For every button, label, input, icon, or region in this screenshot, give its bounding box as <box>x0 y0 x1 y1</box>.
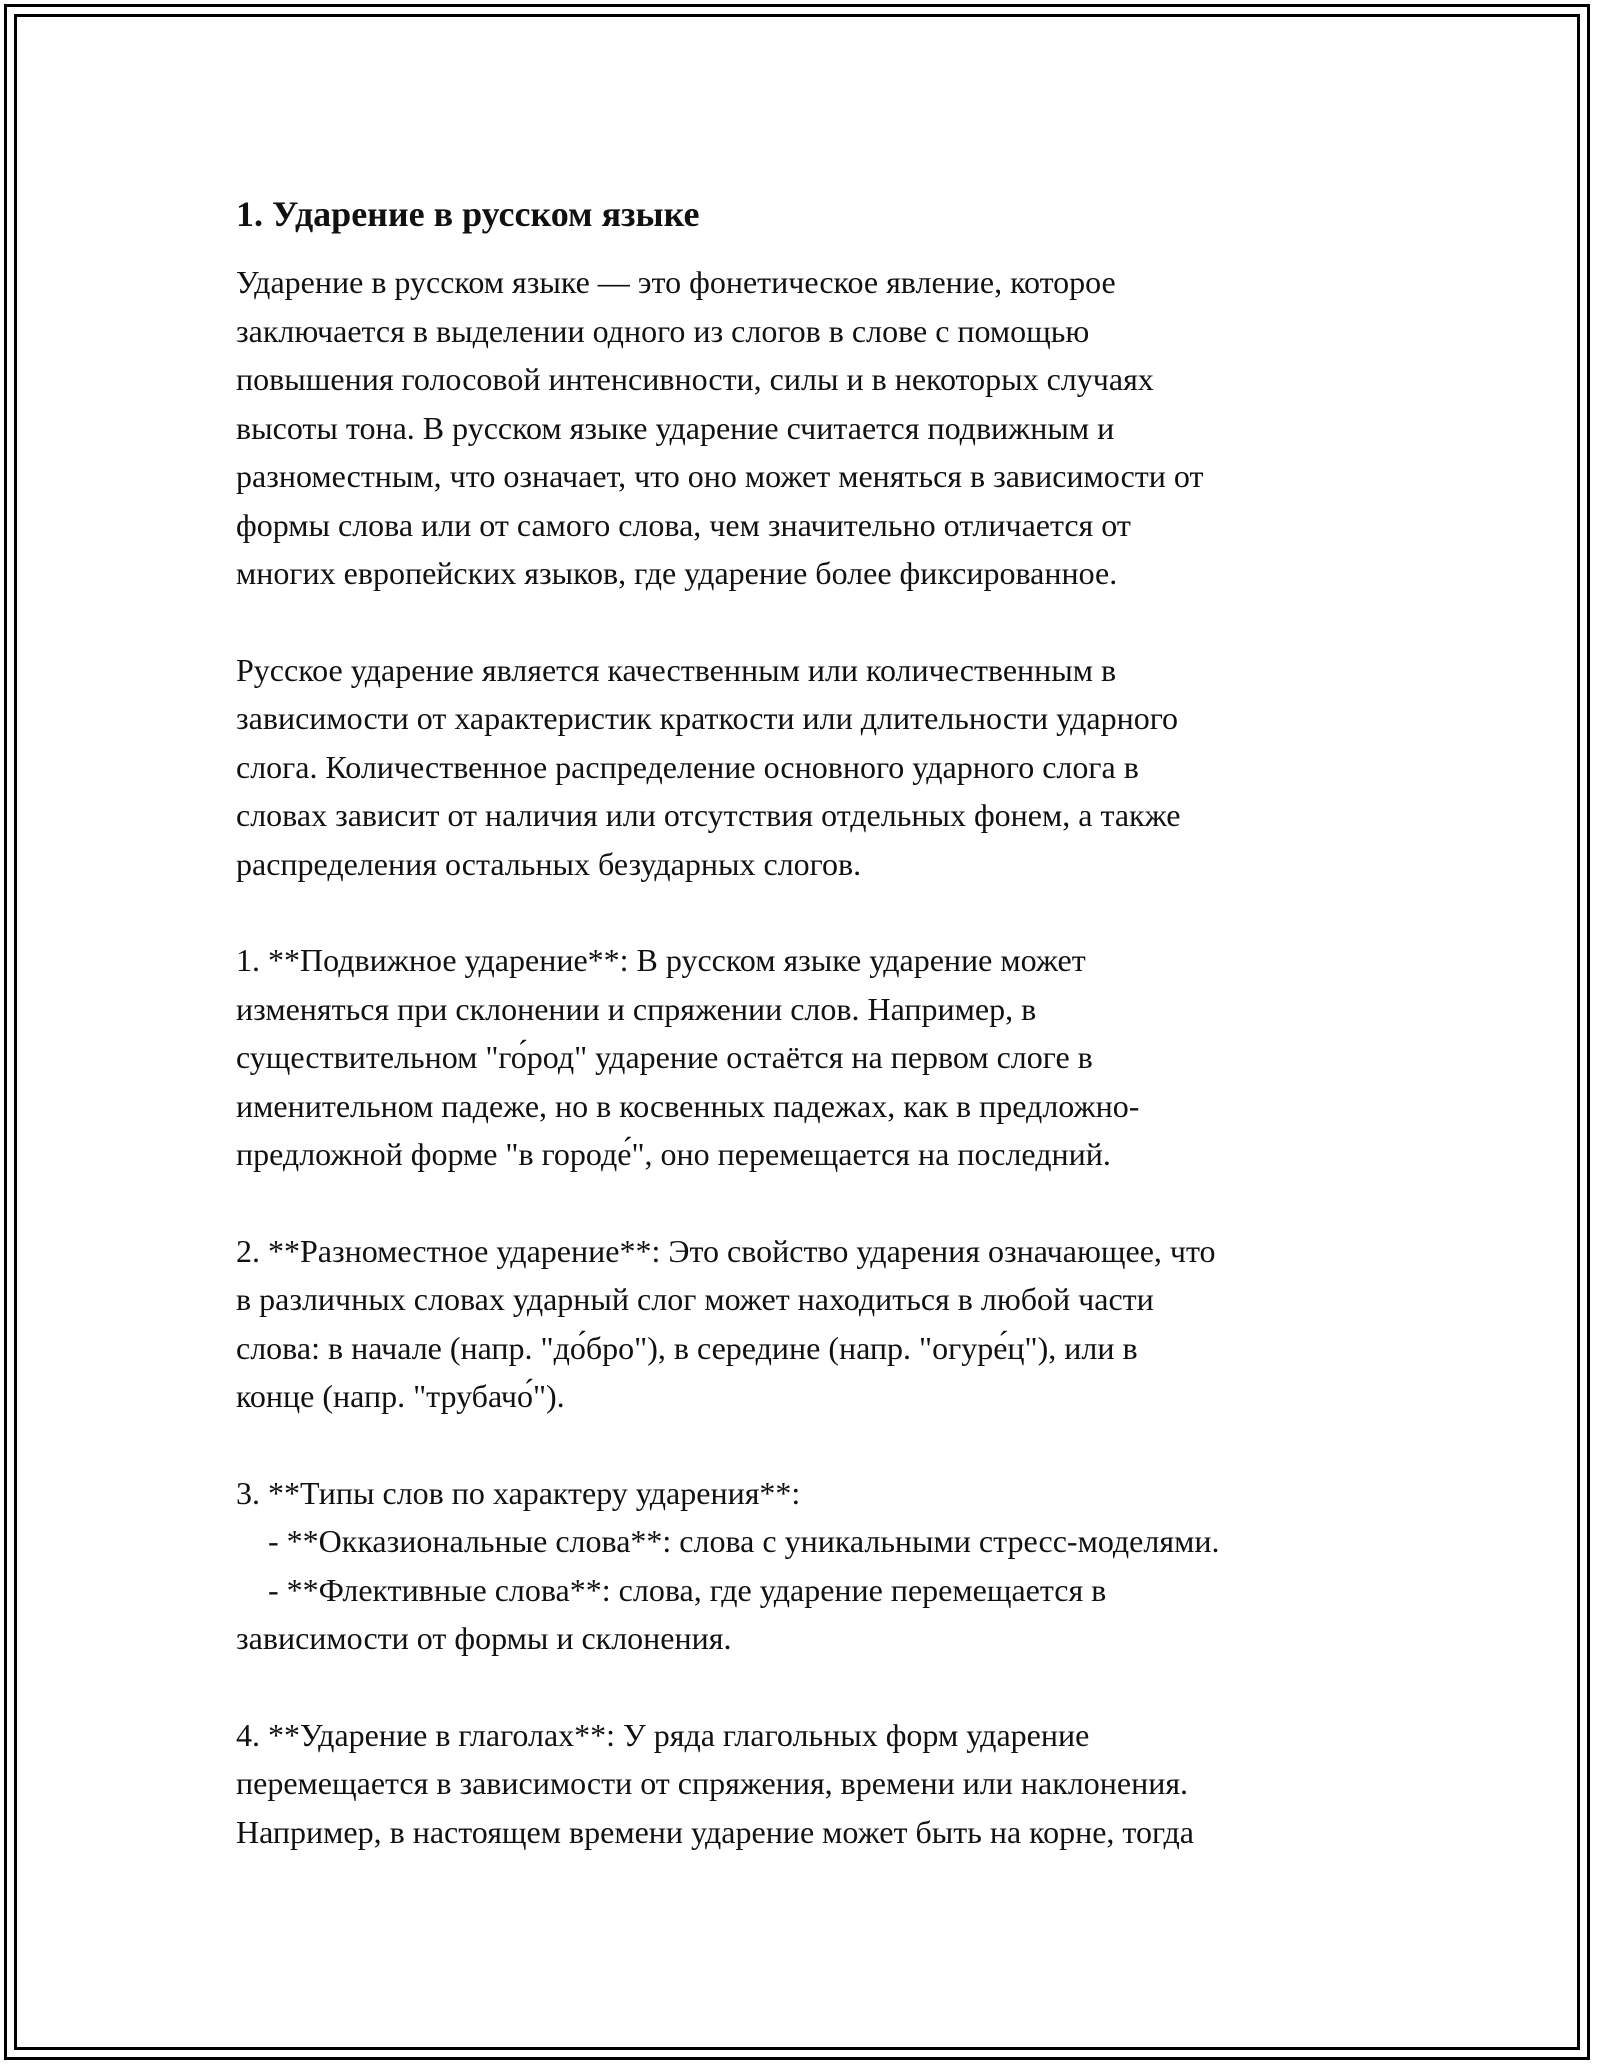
text-line: 1. **Подвижное ударение**: В русском языке ударение может <box>236 942 1086 978</box>
text-line: - **Флективные слова**: слова, где ударение перемещается в <box>236 1571 1107 1608</box>
document-page <box>236 188 1376 1904</box>
text-line: предложной форме "в городе́", оно перемещается на последний. <box>236 1136 1111 1172</box>
list-item-mobile-stress <box>236 936 1376 1179</box>
text-line: 4. **Ударение в глаголах**: У ряда глагольных форм ударение <box>236 1716 1090 1753</box>
text-line: Например, в настоящем времени ударение может быть на корне, тогда <box>236 1813 1194 1850</box>
text-line: перемещается в зависимости от спряжения, времени или наклонения. <box>236 1765 1189 1801</box>
text-line: 2. **Разноместное ударение**: Это свойство ударения означающее, что <box>236 1232 1216 1269</box>
text-line: словах зависит от наличия или отсутствия отдельных фонем, а также <box>236 797 1181 833</box>
text-line: разноместным, что означает, что оно может меняться в зависимости от <box>236 458 1204 494</box>
text-line: именительном падеже, но в косвенных падежах, как в предложно- <box>236 1087 1140 1124</box>
text-line: слога. Количественное распределение основного ударного слога в <box>236 748 1139 785</box>
text-line: Ударение в русском языке — это фонетическое явление, которое <box>236 264 1116 300</box>
paragraph-quality <box>236 646 1376 889</box>
text-line: зависимости от формы и склонения. <box>236 1620 732 1656</box>
text-line: 3. **Типы слов по характеру ударения**: <box>236 1474 801 1511</box>
list-item-verb-stress <box>236 1711 1376 1857</box>
list-item-variable-stress <box>236 1227 1376 1421</box>
paragraph-intro <box>236 258 1376 598</box>
text-line: существительном "го́род" ударение остаётся на первом слоге в <box>236 1039 1093 1075</box>
text-line: формы слова или от самого слова, чем значительно отличается от <box>236 506 1131 543</box>
text-line: в различных словах ударный слог может находиться в любой части <box>236 1281 1154 1317</box>
text-line: слова: в начале (напр. "до́бро"), в середине (напр. "огуре́ц"), или в <box>236 1329 1138 1366</box>
text-line: многих европейских языков, где ударение более фиксированное. <box>236 555 1118 591</box>
text-line: изменяться при склонении и спряжении слов. Например, в <box>236 990 1037 1027</box>
text-line: повышения голосовой интенсивности, силы и в некоторых случаях <box>236 361 1154 397</box>
document-title: 1. Ударение в русском языке <box>236 194 700 234</box>
text-line: зависимости от характеристик краткости или длительности ударного <box>236 700 1179 736</box>
text-line: Русское ударение является качественным или количественным в <box>236 651 1117 688</box>
text-line: распределения остальных безударных слогов. <box>236 845 862 882</box>
text-line: - **Окказиональные слова**: слова с уникальными стресс-моделями. <box>236 1523 1220 1559</box>
list-item-word-types <box>236 1469 1376 1663</box>
text-line: заключается в выделении одного из слогов в слове с помощью <box>236 312 1090 349</box>
text-line: конце (напр. "трубачо́"). <box>236 1378 565 1414</box>
text-line: высоты тона. В русском языке ударение считается подвижным и <box>236 409 1115 446</box>
